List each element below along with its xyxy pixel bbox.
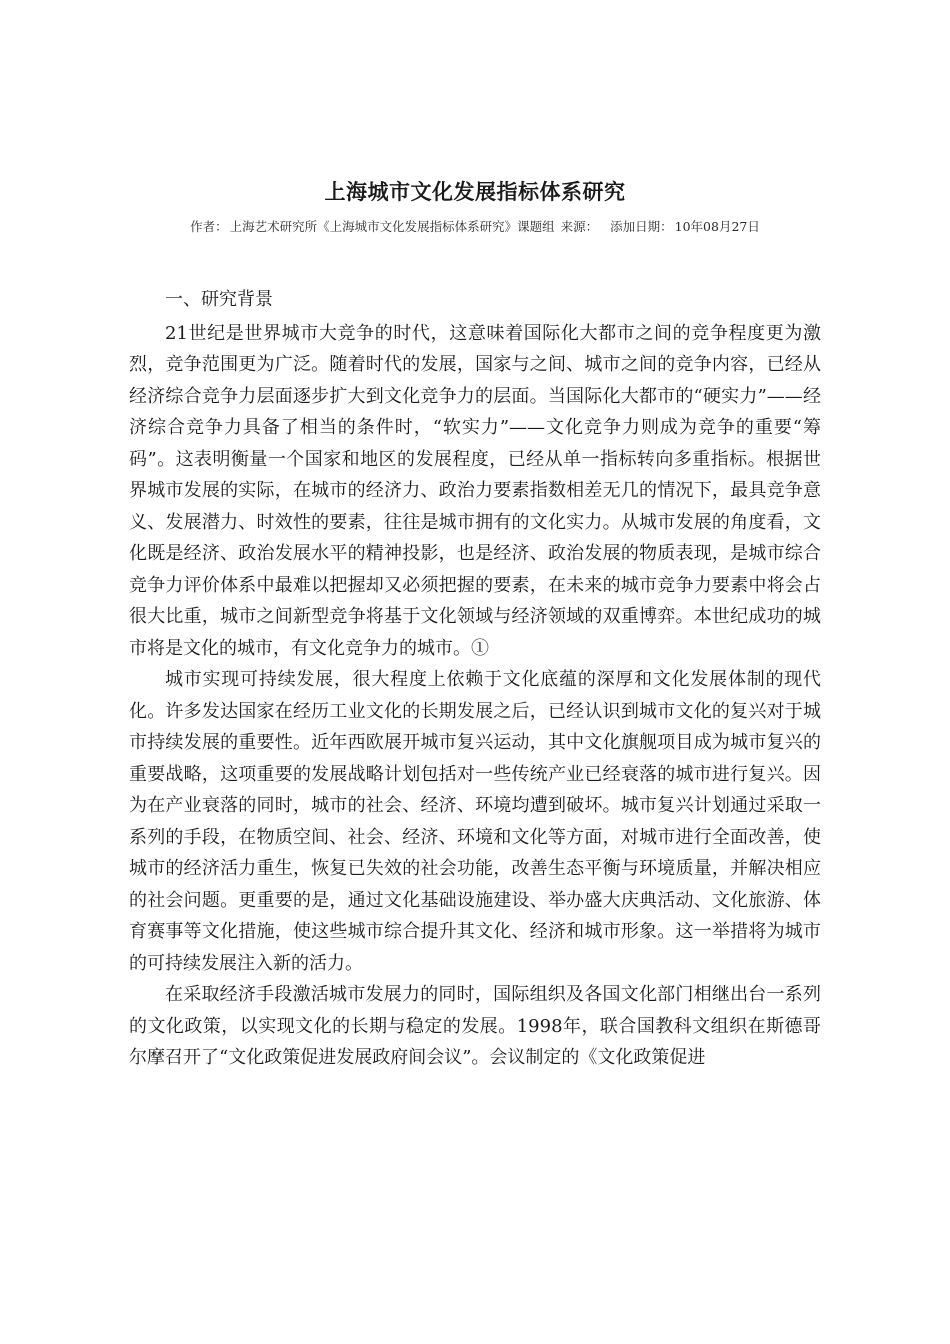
paragraph: 21世纪是世界城市大竞争的时代，这意味着国际化大都市之间的竞争程度更为激烈，竞争范围更为广泛。随着时代的发展，国家与之间、城市之间的竞争内容，已经从经济综合竞争力层面逐步扩大到文化竞争力的层面。当国际化大都市的“硬实力”——经济综合竞争力具备了相当的条件时，“软实力”——文化竞争力则成为竞争的重要“筹码”。这表明衡量一个国家和地区的发展程度，已经从单一指标转向多重指标。根据世界城市发展的实际，在城市的经济力、政治力要素指数相差无几的情况下，最具竞争意义、发展潜力、时效性的要素，往往是城市拥有的文化实力。从城市发展的角度看，文化既是经济、政治发展水平的精神投影，也是经济、政治发展的物质表现，是城市综合竞争力评价体系中最难以把握却又必须把握的要素，在未来的城市竞争力要素中将会占很大比重，城市之间新型竞争将基于文化领域与经济领域的双重博弈。本世纪成功的城市将是文化的城市，有文化竞争力的城市。① [129,322,821,659]
source-label: 来源： [560,219,599,234]
article-body [129,284,821,1074]
article-meta [0,217,950,235]
author-label: 作者： [190,219,228,234]
article-title: 上海城市文化发展指标体系研究 [324,180,626,204]
section-heading: 一、研究背景 [165,289,273,310]
date-value: 10年08月27日 [674,219,760,234]
author-name: 上海艺术研究所《上海城市文化发展指标体系研究》课题组 [229,219,555,234]
paragraph: 城市实现可持续发展，很大程度上依赖于文化底蕴的深厚和文化发展体制的现代化。许多发达国家在经历工业文化的长期发展之后，已经认识到城市文化的复兴对于城市持续发展的重要性。近年西欧展开城市复兴运动，其中文化旗舰项目成为城市复兴的重要战略，这项重要的发展战略计划包括对一些传统产业已经衰落的城市进行复兴。因为在产业衰落的同时，城市的社会、经济、环境均遭到破坏。城市复兴计划通过采取一系列的手段，在物质空间、社会、经济、环境和文化等方面，对城市进行全面改善，使城市的经济活力重生，恢复已失效的社会功能，改善生态平衡与环境质量，并解决相应的社会问题。更重要的是，通过文化基础设施建设、举办盛大庆典活动、文化旅游、体育赛事等文化措施，使这些城市综合提升其文化、经济和城市形象。这一举措将为城市的可持续发展注入新的活力。 [129,669,821,974]
paragraph: 在采取经济手段激活城市发展力的同时，国际组织及各国文化部门相继出台一系列的文化政策，以实现文化的长期与稳定的发展。1998年，联合国教科文组织在斯德哥尔摩召开了“文化政策促进发展政府间会议”。会议制定的《文化政策促进 [129,984,821,1068]
date-label: 添加日期： [610,219,673,234]
